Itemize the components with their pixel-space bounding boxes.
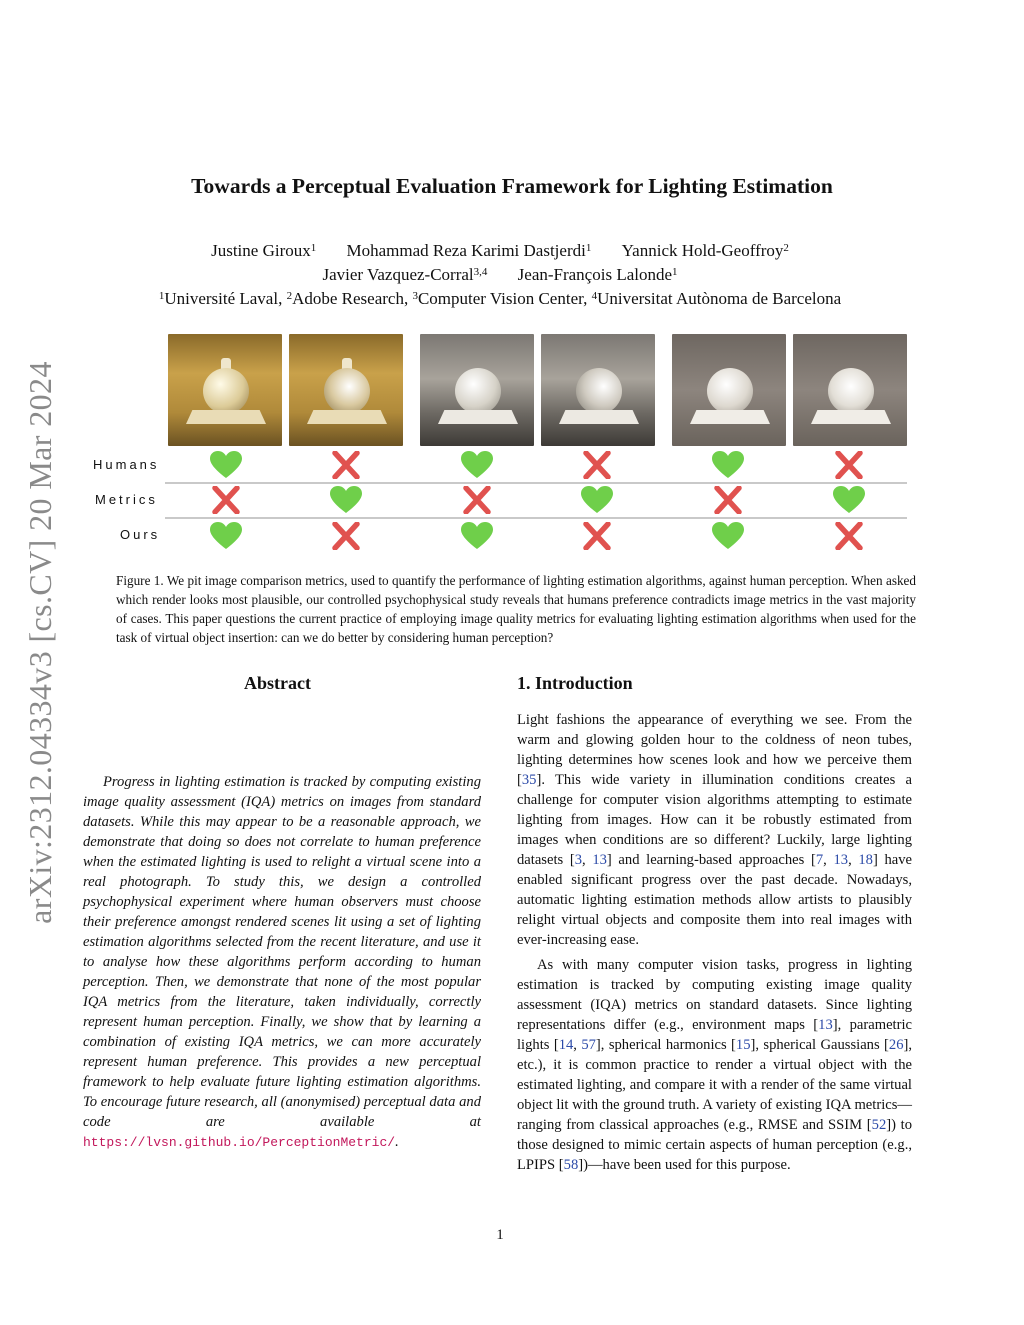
figure-divider [165,517,907,519]
cross-icon [581,451,613,479]
text-run: , [573,1037,582,1053]
cross-icon [712,486,744,514]
citation-link[interactable]: 58 [563,1157,579,1173]
affiliation: $^3$Computer Vision Center, [412,289,592,308]
abstract-url[interactable]: https://lvsn.github.io/PerceptionMetric/ [83,1135,396,1150]
author: Justine Giroux$^1$ [211,241,317,260]
render-image [289,334,403,446]
arxiv-id: arXiv:2312.04334v3 [cs.CV] 20 Mar 2024 [21,360,58,924]
row-label-metrics: Metrics [95,492,158,507]
abstract-heading: Abstract [244,673,311,693]
affiliation: $^4$Universitat Autònoma de Barcelona [591,289,842,308]
heart-icon [712,522,744,550]
render-image [541,334,655,446]
intro-paragraph-2 [517,955,912,1175]
heart-icon [461,451,493,479]
text-run: ] and learning-based approaches [ [606,852,816,868]
citation-link[interactable]: 3 [574,852,583,868]
heart-icon [581,486,613,514]
heart-icon [330,486,362,514]
citation-link[interactable]: 13 [833,852,849,868]
row-label-humans: Humans [93,457,160,472]
author: Jean-François Lalonde$^1$ [517,265,678,284]
citation-link[interactable]: 13 [818,1017,833,1033]
heart-icon [833,486,865,514]
paper-title: Towards a Perceptual Evaluation Framework for Lighting Estimation [191,174,833,198]
author-line-2 [0,264,1000,286]
citation-link[interactable]: 35 [521,772,537,788]
heart-icon [461,522,493,550]
render-image [672,334,786,446]
text-run: ])—have been used for this purpose. [578,1157,791,1173]
heart-icon [712,451,744,479]
abstract-body: Progress in lighting estimation is tracked by computing existing image quality assessment (IQA) metrics on images from standard datasets. While this may appear to be a reasonable approach, we demonstrate that doing so does not correlate to human preference when the estimated lighting is used to relight a virtual scene into a real photograph. To study this, we design a controlled psychophysical experiment where human observers must choose their preference amongst rendered scenes lit using a set of lighting estimation algorithms selected from the recent literature, and use it to analyse how these algorithms perform according to human perception. Then, we demonstrate that none of the most popular IQA metrics from the literature, taken individually, correctly represent human perception. Finally, we show that by learning a combination of existing IQA metrics, we can more accurately represent human preference. This provides a new perceptual framework to help evaluate future lighting estimation algorithms. To encourage future research, all (anonymised) perceptual data and code are available at https://lvsn.github.io/PerceptionMetric/. [83,774,481,1150]
citation-link[interactable]: 13 [592,852,607,868]
cross-icon [833,522,865,550]
author: Mohammad Reza Karimi Dastjerdi$^1$ [346,241,592,260]
cross-icon [581,522,613,550]
figure-caption: Figure 1. We pit image comparison metrics, used to quantify the performance of lighting estimation algorithms, against human perception. When asked which render looks most plausible, our controlled psychophysical study reveals that humans preference contradicts image metrics in the vast majority of cases. This paper questions the current practice of employing image quality metrics for evaluating lighting estimation algorithms when used for the task of virtual object insertion: can we do better by considering human perception? [116,573,916,645]
text-run: , [582,852,593,868]
text-run: , [848,852,859,868]
text-run: ], spherical harmonics [ [595,1037,736,1053]
arxiv-stamp [16,347,64,937]
citation-link[interactable]: 18 [858,852,873,868]
citation-link[interactable]: 15 [735,1037,751,1053]
citation-link[interactable]: 14 [558,1037,574,1053]
affiliation: $^2$Adobe Research, [286,289,413,308]
cross-icon [330,451,362,479]
render-image [793,334,907,446]
citation-link[interactable]: 7 [815,852,824,868]
author: Yannick Hold-Geoffroy$^2$ [621,241,789,260]
affiliation: $^1$Université Laval, [158,289,287,308]
text-run: ], parametric lights [ [517,1017,912,1053]
row-label-ours: Ours [120,527,161,542]
text-run: ]. This wide variety in illumination conditions creates a challenge for computer vision algorithms attempting to estimate lighting from images. How can it be robustly estimated from images when conditions are so different? Luckily, large lighting datasets [ [517,772,912,868]
intro-paragraph-1 [517,710,912,950]
text-run: As with many computer vision tasks, progress in lighting estimation is tracked by computing existing image quality assessment (IQA) metrics on standard datasets. Since lighting representations differ (e.g., environment maps [ [517,957,912,1033]
author: Javier Vazquez-Corral$^{3,4}$ [322,265,488,284]
intro-heading: 1. Introduction [517,673,633,693]
cross-icon [833,451,865,479]
cross-icon [210,486,242,514]
citation-link[interactable]: 52 [871,1117,887,1133]
render-image [420,334,534,446]
citation-link[interactable]: 57 [581,1037,596,1053]
heart-icon [210,522,242,550]
page-number: 1 [496,1227,504,1243]
heart-icon [210,451,242,479]
text-run: , [823,852,834,868]
text-run: Light fashions the appearance of everything we see. From the warm and glowing golden hour to the coldness of neon tubes, lighting determines how scenes look and how we perceive them [ [517,712,912,788]
render-image [168,334,282,446]
cross-icon [330,522,362,550]
text-run: ] have enabled significant progress over the past decade. Nowadays, automatic lighting estimation methods allow artists to plausibly relight virtual objects and composite them into real images with ever-increasing ease. [517,852,913,948]
cross-icon [461,486,493,514]
text-run: ]) to those designed to mimic certain aspects of human perception (e.g., LPIPS [ [517,1117,912,1173]
author-line-1 [0,240,1000,262]
text-run: ], etc.), it is common practice to render a virtual object with the estimated lighting, and compare it with a render of the same virtual object lit with the ground truth. A variety of existing IQA metrics—ranging from classical approaches (e.g., RMSE and SSIM [ [517,1037,913,1133]
figure-divider [165,482,907,484]
affiliations [0,288,1000,310]
citation-link[interactable]: 26 [888,1037,904,1053]
text-run: ], spherical Gaussians [ [750,1037,889,1053]
